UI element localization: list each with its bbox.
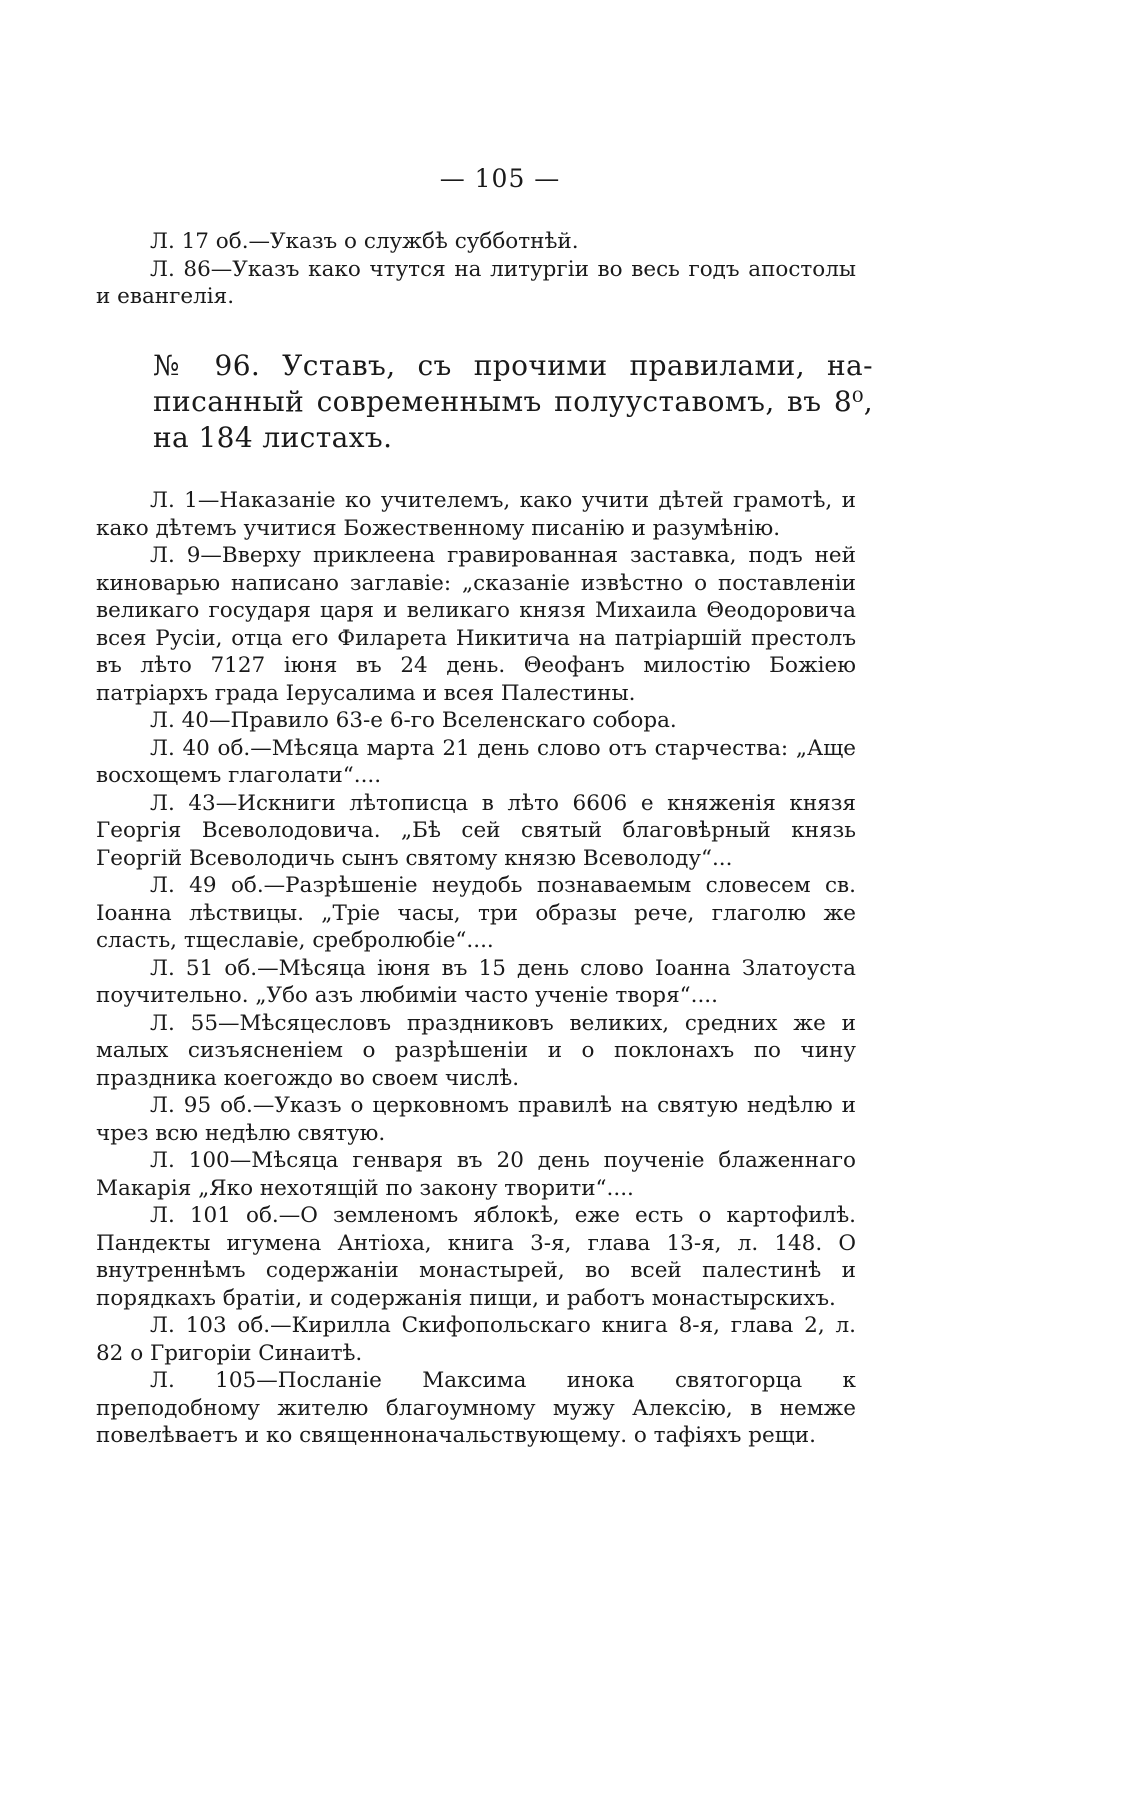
entry-paragraph: Л. 103 об.—Кирилла Скифопольскаго книга 8-я, глава 2, л. 82 о Григоріи Синаитѣ. [96,1313,856,1366]
entry-paragraph: Л. 95 об.—Указъ о церковномъ правилѣ на святую недѣлю и чрез всю недѣлю святую. [96,1093,856,1146]
entry-paragraph: Л. 17 об.—Указъ о службѣ субботнѣй. [150,229,579,254]
manuscript-heading [153,348,873,456]
heading-line: № 96. Уставъ, съ прочими правилами, на- [153,349,873,382]
continued-entries [96,228,856,311]
manuscript-contents [96,487,856,1450]
heading-line: на 184 листахъ. [153,421,393,454]
entry-paragraph: Л. 49 об.—Разрѣшеніе неудобь познаваемым словесем св. Іоанна лѣствицы. „Тріе часы, три образы рече, глаголю же сласть, тщеславіе, сребролюбіе“.... [96,873,856,953]
entry-paragraph: Л. 1—Наказаніе ко учителемъ, како учити дѣтей грамотѣ, и како дѣтемъ учитися Божественному писанію и разумѣнію. [96,488,856,541]
entry-paragraph: Л. 9—Вверху приклеена гравированная заставка, подъ ней киноварью написано заглавіе: „сказаніе извѣстно о поставленіи великаго государя царя и великаго князя Михаила Θеодоровича всея Русіи, отца его Филарета Никитича на патріаршій престолъ въ лѣто 7127 іюня въ 24 день. Θеофанъ милостію Божіею патріархъ града Іерусалима и всея Палестины. [96,543,856,706]
entry-paragraph: Л. 43—Искниги лѣтописца в лѣто 6606 е княженія князя Георгія Всеволодовича. „Бѣ сей святый благовѣрный князь Георгій Всеволодичь сынъ святому князю Всеволоду“... [96,790,856,871]
entry-paragraph: Л. 105—Посланіе Максима инока святогорца к преподобному жителю благоумному мужу Алексію, в немже повелѣваетъ и ко священноначальствующему. о тафіяхъ рещи. [96,1368,856,1448]
entry-paragraph: Л. 86—Указъ како чтутся на литургіи во весь годъ апостолы и евангелія. [96,256,856,309]
entry-paragraph: Л. 40—Правило 63-е 6-го Вселенскаго собора. [150,708,677,733]
entry-paragraph: Л. 51 об.—Мѣсяца іюня въ 15 день слово Іоанна Златоуста поучительно. „Убо азъ любиміи часто ученіе творя“.... [96,955,856,1008]
entry-paragraph: Л. 100—Мѣсяца генваря въ 20 день поученіе блаженнаго Макарія „Яко нехотящій по закону творити“.... [96,1148,856,1201]
heading-line: писанный современнымъ полууставомъ, въ 8⁰, [153,385,873,418]
page-number: — 105 — [439,164,561,193]
entry-paragraph: Л. 55—Мѣсяцесловъ праздниковъ великих, средних же и малых сизъясненіем о разрѣшеніи и о поклонахъ по чину праздника коегождо во своем числѣ. [96,1010,856,1091]
entry-paragraph: Л. 101 об.—О земленомъ яблокѣ, еже есть о картофилѣ. Пандекты игумена Антіоха, книга 3-я, глава 13-я, л. 148. О внутреннѣмъ содержаніи монастырей, во всей палестинѣ и порядкахъ братіи, и содержанія пищи, и работъ монастырскихъ. [96,1203,856,1311]
entry-paragraph: Л. 40 об.—Мѣсяца марта 21 день слово отъ старчества: „Аще восхощемъ глаголати“.... [96,735,856,788]
